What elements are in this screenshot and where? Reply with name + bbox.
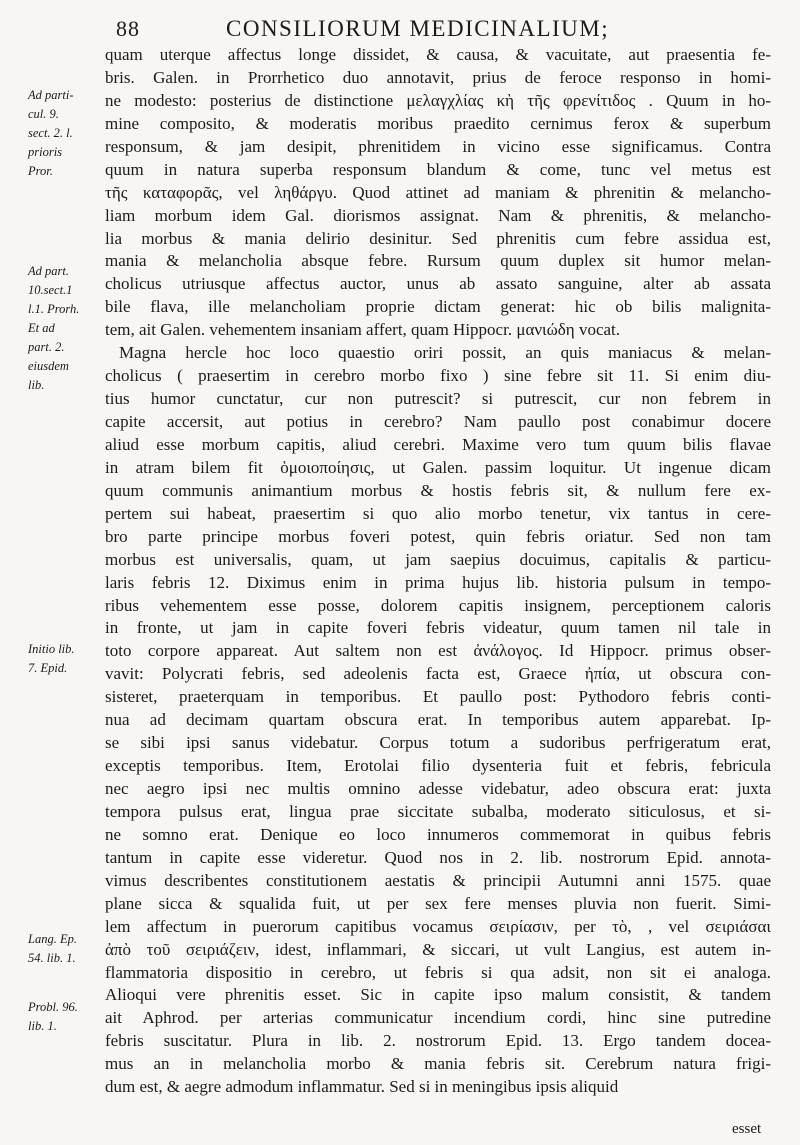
text-line: aliud esse morbum capitis, aliud cerebri. Maxime vero tum quum bilis flavae — [105, 434, 771, 454]
margin-note: Initio lib. 7. Epid. — [28, 642, 75, 675]
text-line: mania & melancholia absque febre. Rursum quum duplex sit humor melan- — [105, 251, 771, 271]
text-line: mine composito, & moderatis moribus praedito cernimus ferox & superbum — [105, 113, 771, 133]
text-line: vimus describentes constitutionem aestatis & principii Autumni anni 1575. quae — [105, 870, 771, 890]
margin-note: Probl. 96. lib. 1. — [28, 1000, 78, 1033]
text-line: nec aegro ipsi nec multis omnino adesse videbatur, adeo obscura erat: juxta — [105, 779, 771, 798]
text-line: responsum, & jam desipit, phrenitidem in vicino esse significamus. Contra — [105, 136, 771, 156]
body-text — [105, 44, 771, 1099]
page-number: 88 — [116, 16, 140, 41]
text-line: cholicus utriusque affectus auctor, unus ab assato sanguine, alter ab assata — [105, 274, 771, 294]
text-line: liam morbum idem Gal. diorismos assignat. Nam & phrenitis, & melancho- — [105, 205, 771, 225]
text-line: in atram bilem fit ὁμοιοποίησις, ut Galen. passim loquitur. Ut ingenue dicam — [105, 457, 771, 477]
text-line: pertem sui habeat, praesertim si quo alio morbo tenetur, vix tantus in cere- — [105, 503, 771, 523]
text-line: capite accersit, aut potius in cerebro? Nam paullo post conabimur docere — [105, 412, 771, 431]
text-line: tempora pulsus erat, lingua prae siccitate subalba, moderato siticulosus, et si- — [105, 801, 771, 821]
text-line: ribus vehementem esse posse, dolorem capitis insignem, perceptionem caloris — [105, 595, 771, 615]
page-header — [0, 16, 800, 46]
margin-note: Ad part. 10.sect.1 l.1. Prorh. Et ad part. 2. eiusdem lib. — [28, 264, 80, 392]
text-line: dum est, & aegre admodum inflammatur. Sed si in meningibus ipsis aliquid — [105, 1077, 619, 1097]
text-line: tantum in capite esse videretur. Quod nos in 2. lib. nostrorum Epid. annota- — [105, 847, 771, 867]
text-line: vavit: Polycrati febris, sed adeolenis facta est, Graece ἠπία, ut obscura con- — [105, 664, 771, 684]
text-line: tius humor cunctatur, cur non putrescit? si putrescit, cur non febrem in — [105, 389, 771, 409]
text-line: bris. Galen. in Prorrhetico duo annotavit, prius de feroce responso in homi- — [105, 67, 771, 87]
margin-note: Lang. Ep. 54. lib. 1. — [28, 932, 77, 965]
text-line: lem affectum in puerorum capitibus vocamus σειρίασιν, per τὸ, , vel σειριάσαι — [105, 916, 771, 936]
text-line: bile flava, ille melancholiam proprie dictam generat: hic ob bilis malignita- — [105, 297, 771, 317]
text-line: ne modesto: posterius de distinctione μελαγχλίας κὴ τῆς φρενίτιδος . Quum in ho- — [105, 90, 771, 110]
text-line: mus an in melancholia morbo & mania febris sit. Cerebrum natura frigi- — [105, 1054, 771, 1074]
text-line: tem, ait Galen. vehementem insaniam affert, quam Hippocr. μανιώδη vocat. — [105, 320, 621, 340]
text-line: flammatoria dispositio in cerebro, ut febris si qua adsit, non sit ei analoga. — [105, 962, 771, 982]
text-line: toto corpore appareat. Aut saltem non est ἀνάλογος. Id Hippocr. primus obser- — [105, 641, 771, 661]
text-line: quum communis animantium morbus & hostis febris sit, & nullum fere ex- — [105, 480, 771, 500]
text-line: febris suscitatur. Plura in lib. 2. nostrorum Epid. 13. Ergo tandem docea- — [105, 1031, 771, 1051]
text-line: exceptis temporibus. Item, Erotolai filio dysenteria fuit et febris, febricula — [105, 756, 771, 776]
text-line: in fronte, ut jam in capite foveri febris videatur, quum tamen nil tale in — [105, 618, 771, 638]
text-line: cholicus ( praesertim in cerebro morbo fixo ) sine febre sit 11. Si enim diu- — [105, 366, 771, 386]
text-line: nua ad decimam quartam obscura erat. In temporibus autem apparebat. Ip- — [105, 710, 771, 730]
text-line: lia morbus & mania delirio desinitur. Sed phrenitis cum febre assidua est, — [105, 228, 771, 248]
running-title: CONSILIORUM MEDICINALIUM; — [226, 16, 610, 41]
text-line: Magna hercle hoc loco quaestio oriri possit, an quis maniacus & melan- — [119, 343, 771, 363]
text-line: se sibi ipsi sanus videbatur. Corpus totum a sudoribus perfrigeratum erat, — [105, 733, 771, 753]
text-line: ne somno erat. Denique eo loco innumeros commemorat in quibus febris — [105, 824, 771, 844]
text-line: sisteret, praeterquam in temporibus. Et paullo post: Pythodoro febris conti- — [105, 687, 771, 707]
text-line: bro parte principe morbus foveri potest, quin febris oriatur. Sed non tam — [105, 526, 771, 546]
text-line: plane sicca & squalida fuit, ut per sex fere menses pluvia non fuerit. Simi- — [105, 893, 771, 913]
text-line: ἀπὸ τοῦ σειριάζειν, idest, inflammari, & siccari, ut vult Langius, est autem in- — [105, 939, 771, 959]
text-line: τῆς καταφορᾶς, vel ληθάργυ. Quod attinet ad maniam & phrenitin & melancho- — [105, 182, 771, 202]
text-line: Alioqui vere phrenitis esset. Sic in capite ipso malum consistit, & tandem — [105, 985, 771, 1005]
text-line: morbus est universalis, quam, ut jam saepius docuimus, capitalis & particu- — [105, 549, 771, 569]
text-line: ait Aphrod. per arterias communicatur incendium cordi, hinc sine putredine — [105, 1008, 771, 1028]
text-line: quam uterque affectus longe dissidet, & causa, & vacuitate, aut praesentia fe- — [105, 45, 771, 64]
catchword: esset — [732, 1121, 762, 1137]
margin-note: Ad parti- cul. 9. sect. 2. l. prioris Pror. — [28, 88, 74, 178]
text-line: laris febris 12. Diximus enim in prima hujus lib. historia pulsum in tempo- — [105, 572, 771, 592]
text-line: quum in natura superba responsum blandum & come, tunc vel metus est — [105, 159, 771, 179]
